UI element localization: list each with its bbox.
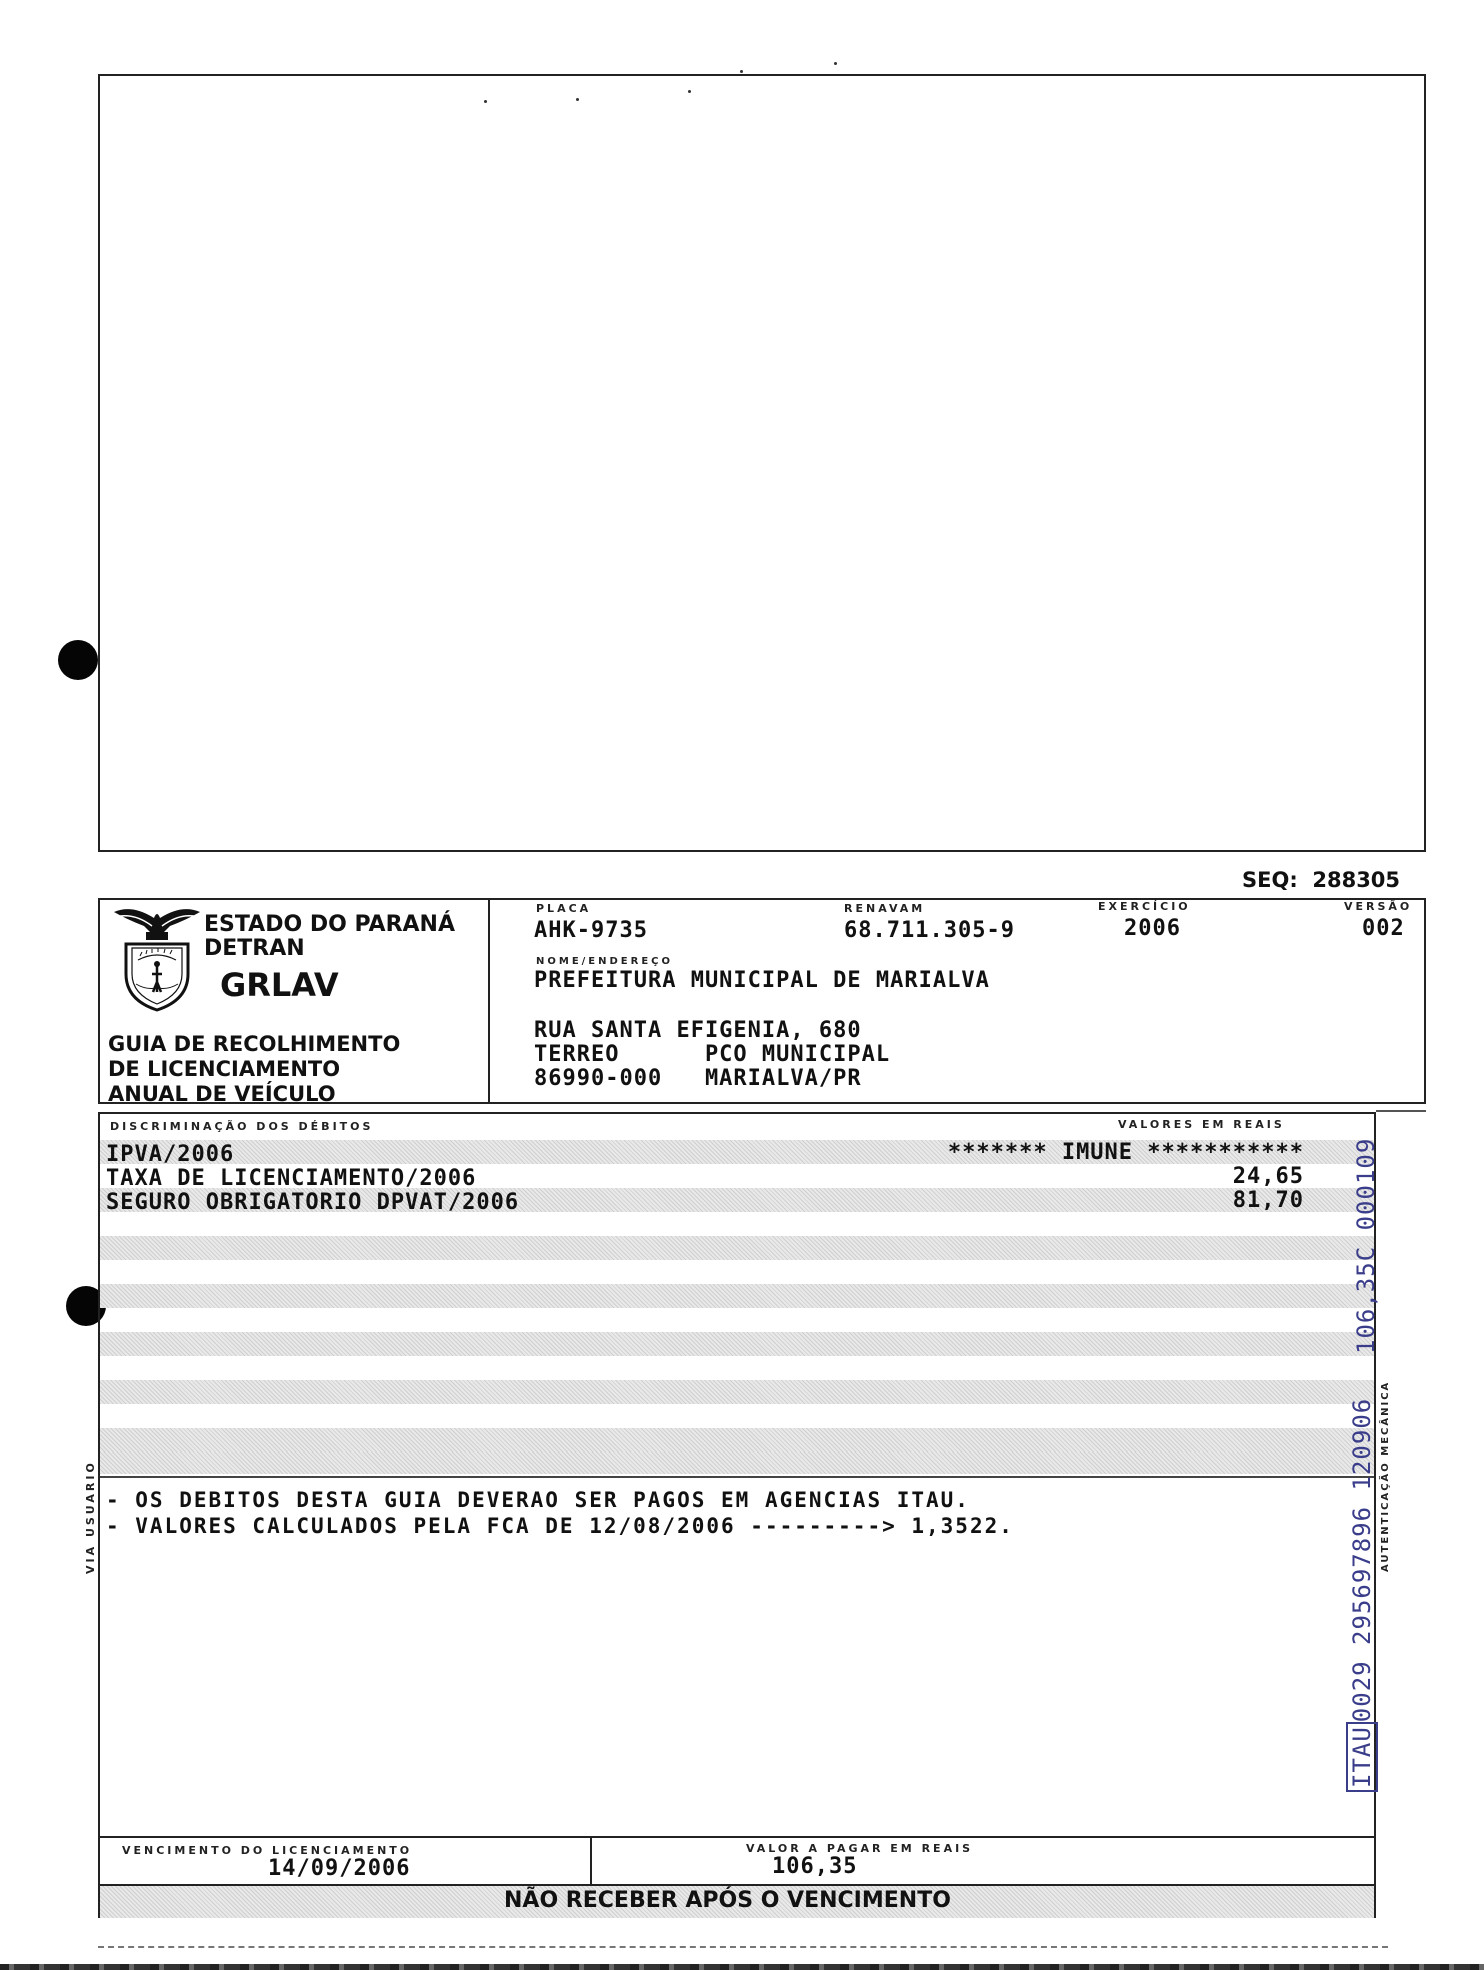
state-name: ESTADO DO PARANÁ xyxy=(204,912,455,937)
speck xyxy=(834,62,837,65)
footer-top-line xyxy=(100,1836,1374,1838)
punch-hole-top xyxy=(58,640,98,680)
vencimento-label: VENCIMENTO DO LICENCIAMENTO xyxy=(122,1844,413,1857)
placa-label: PLACA xyxy=(536,902,592,915)
top-blank-frame xyxy=(98,74,1426,852)
vencimento-value: 14/09/2006 xyxy=(268,1856,411,1881)
doc-title-line3: ANUAL DE VEÍCULO xyxy=(108,1082,336,1106)
debts-separator xyxy=(100,1476,1374,1478)
versao-value: 002 xyxy=(1362,916,1405,941)
via-usuario-label: VIA USUARIO xyxy=(84,1460,97,1574)
note-line2: - VALORES CALCULADOS PELA FCA DE 12/08/2006 ---------> 1,3522. xyxy=(106,1514,1014,1538)
versao-label: VERSÃO xyxy=(1344,900,1413,913)
nome-label: NOME/ENDEREÇO xyxy=(536,956,674,967)
doc-code: GRLAV xyxy=(220,966,339,1004)
debt-row-desc: TAXA DE LICENCIAMENTO/2006 xyxy=(106,1166,477,1191)
doc-title-line1: GUIA DE RECOLHIMENTO xyxy=(108,1032,401,1056)
stripe-row xyxy=(100,1380,1374,1404)
renavam-value: 68.711.305-9 xyxy=(844,918,1015,943)
debts-header-right: VALORES EM REAIS xyxy=(1118,1118,1285,1131)
valor-value: 106,35 xyxy=(772,1854,858,1879)
debt-row-value: 81,70 xyxy=(1232,1188,1304,1213)
auth-stamp-code: 0029 295697896 120906 xyxy=(1348,1397,1376,1723)
doc-title-line2: DE LICENCIAMENTO xyxy=(108,1057,341,1081)
stripe-row xyxy=(100,1332,1374,1356)
edge-line xyxy=(1376,1110,1426,1112)
renavam-label: RENAVAM xyxy=(844,902,926,915)
auth-stamp-bottom xyxy=(1348,1398,1376,1792)
note-line1: - OS DEBITOS DESTA GUIA DEVERAO SER PAGOS EM AGENCIAS ITAU. xyxy=(106,1488,970,1512)
stripe-row xyxy=(100,1284,1374,1308)
debts-header-left: DISCRIMINAÇÃO DOS DÉBITOS xyxy=(110,1120,374,1133)
valor-label: VALOR A PAGAR EM REAIS xyxy=(746,1842,974,1855)
debt-row-desc: IPVA/2006 xyxy=(106,1142,235,1167)
warning-text: NÃO RECEBER APÓS O VENCIMENTO xyxy=(504,1888,951,1913)
address-line3: 86990-000 MARIALVA/PR xyxy=(534,1066,862,1091)
debt-row-value: ******* IMUNE *********** xyxy=(947,1140,1304,1165)
agency-name: DETRAN xyxy=(204,936,305,961)
stripe-row xyxy=(100,1428,1374,1452)
bank-mark: ITAU xyxy=(1346,1722,1378,1792)
cut-line xyxy=(98,1946,1388,1948)
auth-stamp-top: 106,35C 000109 xyxy=(1352,1137,1380,1354)
debt-row-desc: SEGURO OBRIGATORIO DPVAT/2006 xyxy=(106,1190,520,1215)
seq-value: 288305 xyxy=(1312,868,1401,892)
placa-value: AHK-9735 xyxy=(534,918,648,943)
address-line1: RUA SANTA EFIGENIA, 680 xyxy=(534,1018,862,1043)
exercicio-label: EXERCÍCIO xyxy=(1098,900,1191,913)
bottom-edge xyxy=(0,1964,1484,1970)
address-line2: TERREO PCO MUNICIPAL xyxy=(534,1042,891,1067)
parana-coat-of-arms-icon xyxy=(112,904,202,1016)
header-divider xyxy=(488,900,490,1102)
seq-number xyxy=(1242,868,1400,892)
autenticacao-label: AUTENTICAÇÃO MECÂNICA xyxy=(1380,1380,1391,1572)
speck xyxy=(740,70,743,73)
debts-box xyxy=(98,1112,1376,1918)
seq-label: SEQ: xyxy=(1242,868,1298,892)
owner-name: PREFEITURA MUNICIPAL DE MARIALVA xyxy=(534,968,990,993)
exercicio-value: 2006 xyxy=(1124,916,1181,941)
stripe-row xyxy=(100,1452,1374,1474)
header-box xyxy=(98,898,1426,1104)
debt-row-value: 24,65 xyxy=(1232,1164,1304,1189)
stripe-row xyxy=(100,1236,1374,1260)
footer-divider xyxy=(590,1836,592,1884)
